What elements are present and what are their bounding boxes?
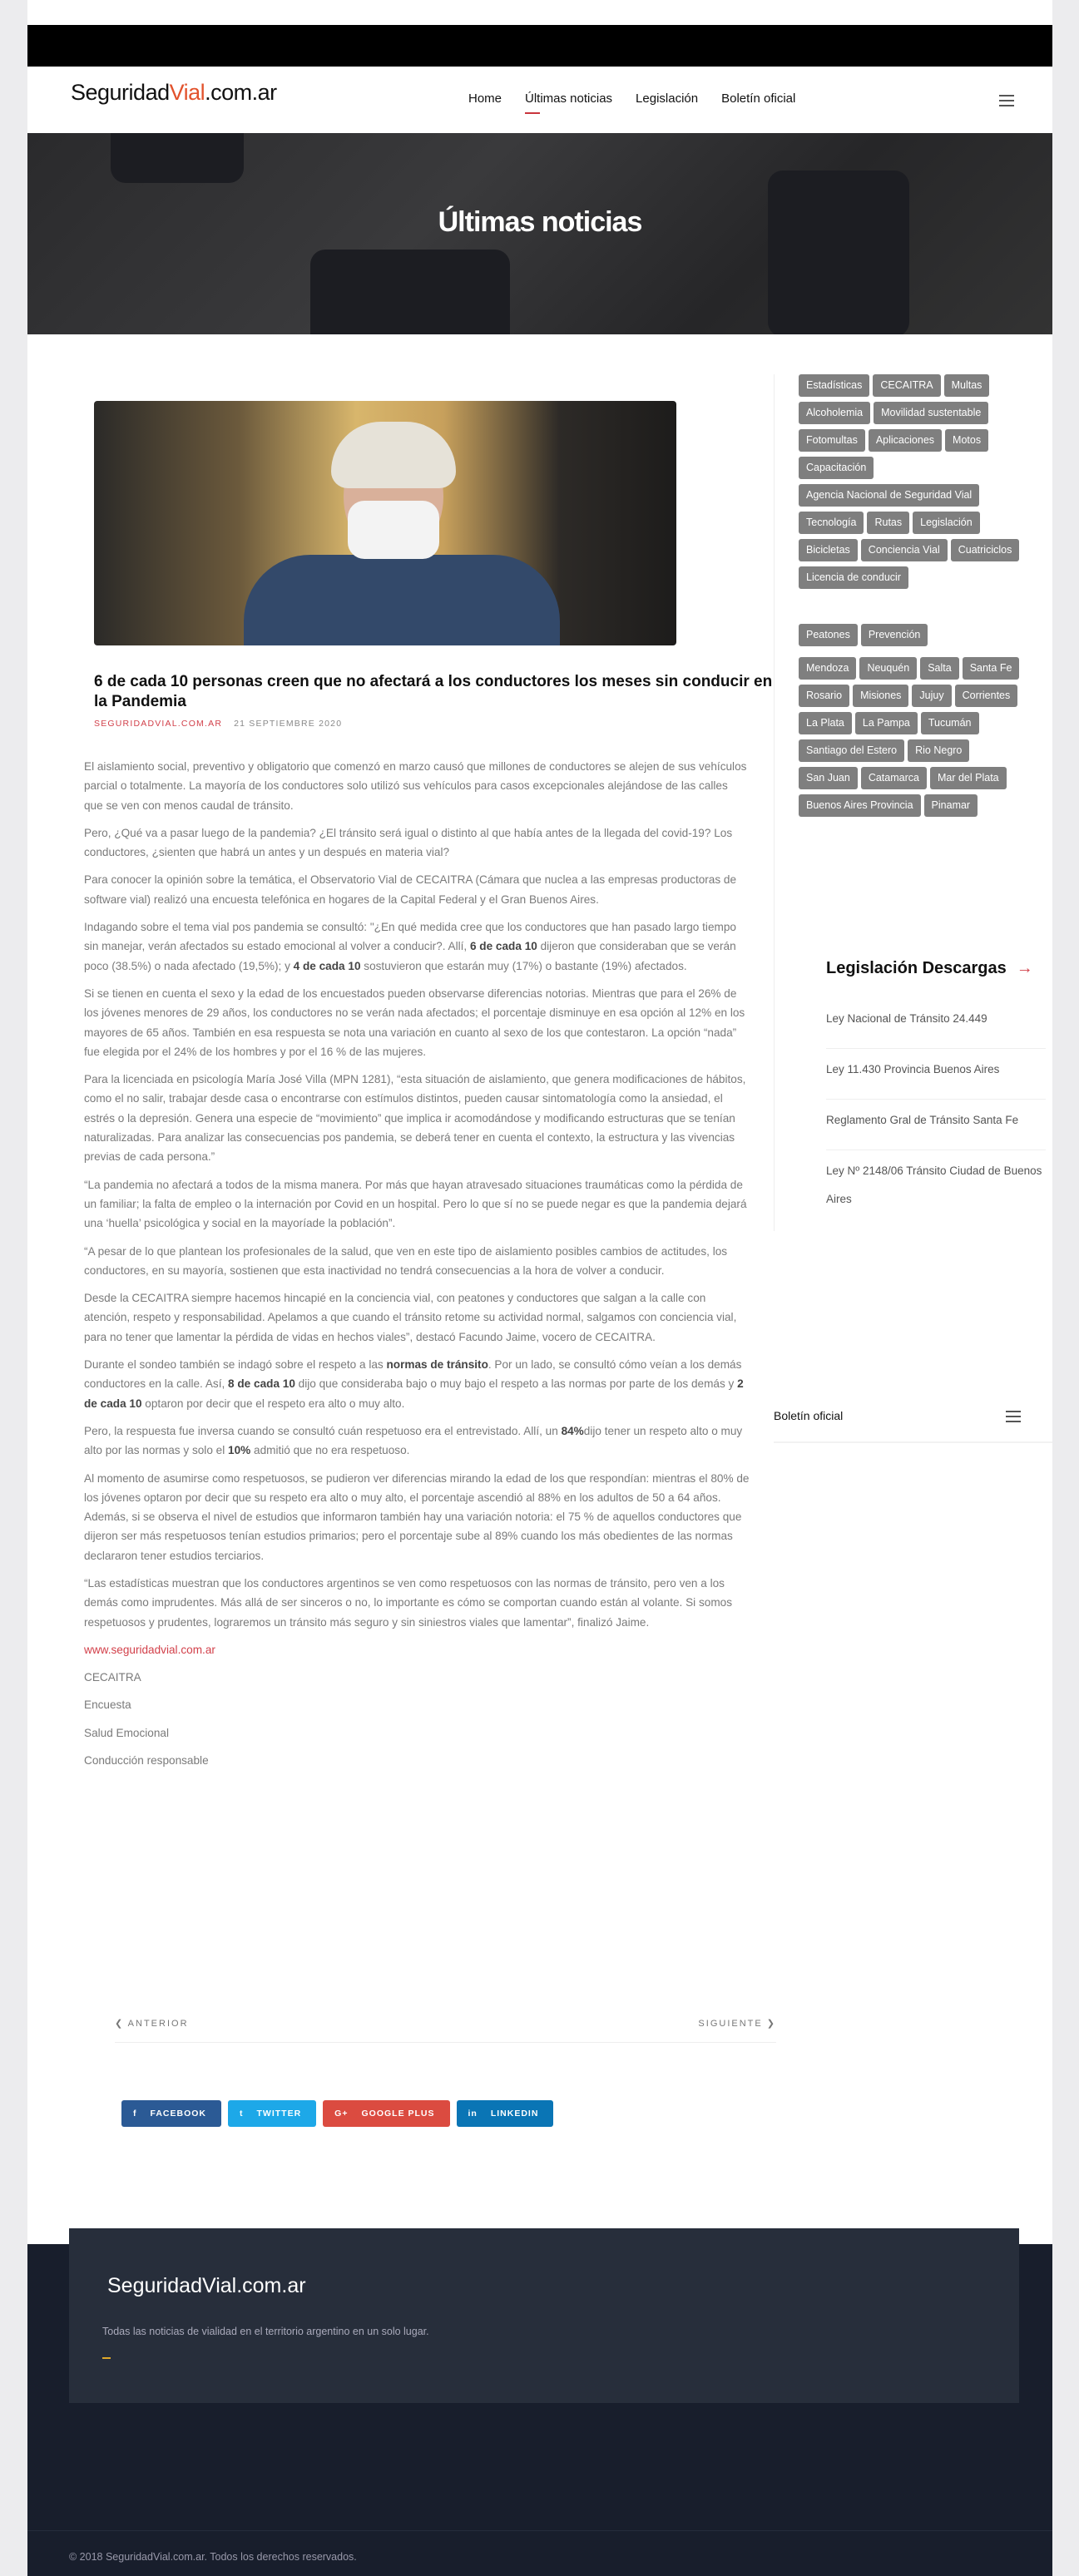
paragraph: “Las estadísticas muestran que los conductores argentinos se ven como respetuosos con las normas de tránsito, pero ven a los demás como imprudentes. Más allá de ser sinceros o no, lo importante es cómo se comportan cuando están al volante. Si somos respetuosos y prudentes, lograremos un tránsito más seguro y sin siniestros viales que lamentar”, finalizó Jaime. [84,1576,733,1629]
tag-pill[interactable]: CECAITRA [873,374,940,397]
topic-tag-cloud [799,374,1023,589]
menu-icon[interactable] [999,95,1014,106]
next-post-link[interactable]: SIGUIENTE ❯ [698,2019,776,2029]
paragraph: Si se tienen en cuenta el sexo y la edad de los encuestados pueden observarse diferencias notorias. Mientras que para el 26% de los jóvenes menores de 29 años, los conductores no se verán nada afectados; el porcentaje disminuye en esa opción al 12% en los mayores de 65 años. También en esa respuesta se nota una variación en cuanto al sexo de los que contestaron. La opción “nada” fue elegida por el 24% de los hombres y por el 16 % de las mujeres. [84,986,745,1058]
tag-pill[interactable]: Licencia de conducir [799,566,908,589]
legislacion-item[interactable]: Reglamento Gral de Tránsito Santa Fe [826,1100,1046,1150]
previous-post-link[interactable]: ❮ ANTERIOR [115,2019,189,2029]
tag-pill[interactable]: Legislación [913,512,980,534]
tag-pill[interactable]: Rutas [867,512,909,534]
site-footer [27,2244,1052,2576]
hero-car-shape [768,171,909,334]
logo-text: Seguridad [71,80,170,105]
logo-tail: .com.ar [205,80,277,105]
chevron-left-icon: ❮ [115,2019,128,2029]
tag-pill[interactable]: Buenos Aires Provincia [799,794,921,817]
article-body [84,757,750,1778]
share-label: LINKEDIN [490,2109,539,2119]
site-logo[interactable] [71,80,277,106]
nav-boletin-oficial[interactable]: Boletín oficial [721,91,796,106]
article-tag[interactable]: Encuesta [84,1698,131,1712]
paragraph: Para la licenciada en psicología María José Villa (MPN 1281), “esta situación de aislamiento, que genera modificaciones de hábitos, como el no salir, trabajar desde casa o encontrarse con estímulos distintos, pueden causar sintomatología como la ansiedad, el estrés o la depresión. Genera una especie de “movimiento” que implica ir acomodándose y modificando estructuras que se tenían naturalizadas. Para analizar las consecuencias pos pandemia, se deberá tener en cuenta el contexto, la estructura y las vivencias previas de cada persona.” [84,1073,746,1164]
paragraph: Al momento de asumirse como respetuosos, se pudieron ver diferencias mirando la edad de los que respondían: mientras el 80% de los jóvenes optaron por decir que su respeto era alto o muy alto, el porcentaje ascendió al 88% en los adultos de 50 a 64 años. Además, si se observa el nivel de estudios que informaron también hay una variación notoria: el 75 % de aquellos conductores que dijeron ser más respetuosos tenían estudios primarios; pero el porcentaje sube al 89% cuando los más obedientes de las normas declararon tener estudios terciarios. [84,1471,750,1562]
page-container [27,0,1052,2244]
tag-pill[interactable]: Mar del Plata [930,767,1007,789]
tag-pill[interactable]: Conciencia Vial [861,539,948,561]
hero-car-shape [111,133,244,183]
topic-tag-cloud-clipped [799,624,1023,649]
google-plus-icon: G+ [334,2109,349,2119]
share-label: FACEBOOK [150,2109,207,2119]
hero-title: Últimas noticias [438,206,642,238]
nav-legislacion[interactable]: Legislación [636,91,699,106]
tag-pill[interactable]: Catamarca [861,767,927,789]
linkedin-icon: in [468,2109,478,2119]
tag-pill[interactable]: Jujuy [912,685,951,707]
site-header [27,67,1052,133]
tag-pill[interactable]: San Juan [799,767,858,789]
tag-pill[interactable]: Tucumán [921,712,979,734]
share-buttons [121,2100,553,2127]
paragraph: “La pandemia no afectará a todos de la misma manera. Por más que hayan atravesado situaciones traumáticas como la pérdida de un familiar; la falta de empleo o la internación por Covid en un hospital. Pero lo que sí no se puede negar es que la pandemia dejará una ‘huella’ psicológica y social en la mayoríade la población”. [84,1178,747,1230]
paragraph: Para conocer la opinión sobre la temática, el Observatorio Vial de CECAITRA (Cámara que nuclea a las empresas productoras de software vial) realizó una encuesta telefónica en hogares de la Capital Federal y el Gran Buenos Aires. [84,873,737,906]
post-navigation [115,2013,776,2043]
chevron-right-icon: ❯ [762,2019,776,2029]
sidebar-divider [774,374,775,1231]
tag-pill[interactable]: Prevención [861,624,928,646]
legislacion-list [826,998,1046,1229]
article-title: 6 de cada 10 personas creen que no afectará a los conductores los meses sin conducir en la Pandemia [94,673,773,710]
region-tag-cloud [799,657,1023,817]
tag-pill[interactable]: Neuquén [859,657,917,680]
main-nav [468,91,795,114]
article-image [94,401,676,645]
tag-pill[interactable]: Tecnología [799,512,864,534]
article-meta [94,719,342,729]
legislacion-heading[interactable]: Legislación Descargas → [826,959,1033,977]
tag-pill[interactable]: Mendoza [799,657,856,680]
article-tag[interactable]: Conducción responsable [84,1754,209,1768]
tag-pill[interactable]: Misiones [853,685,908,707]
footer-box [69,2228,1019,2403]
tag-pill[interactable]: Cuatriciclos [951,539,1020,561]
share-linkedin-button[interactable] [457,2100,554,2127]
tag-pill[interactable]: Aplicaciones [869,429,942,452]
facebook-icon: f [133,2109,137,2119]
paragraph: Pero, la respuesta fue inversa cuando se consultó cuán respetuoso era el entrevistado. Allí, un 84%dijo tener un respeto alto o muy alto por las normas y solo el 10% admitió que no era respetuoso. [84,1424,743,1457]
footer-logo[interactable]: SeguridadVial.com.ar [107,2274,306,2297]
tag-pill[interactable]: Corrientes [955,685,1018,707]
tag-pill[interactable]: Motos [945,429,988,452]
source-link[interactable]: www.seguridadvial.com.ar [84,1643,215,1656]
legislacion-item[interactable]: Ley Nacional de Tránsito 24.449 [826,998,1046,1049]
twitter-icon: t [240,2109,244,2119]
tag-pill[interactable]: Peatones [799,624,858,646]
article-tag[interactable]: CECAITRA [84,1671,141,1684]
share-twitter-button[interactable] [228,2100,316,2127]
nav-boletin-oficial[interactable]: Boletín oficial [774,1409,844,1422]
tag-pill[interactable]: Alcoholemia [799,402,870,424]
tag-pill[interactable]: Pinamar [924,794,978,817]
paragraph: El aislamiento social, preventivo y obligatorio que comenzó en marzo causó que millones de conductores se alejen de sus vehículos parcial o totalmente. La mayoría de los conductores solo utilizó sus vehículos para casos excepcionales alejándose de las calles que se ven con menos caudal de tránsito. [84,760,747,812]
tag-pill[interactable]: La Plata [799,712,852,734]
tag-pill[interactable]: Movilidad sustentable [874,402,988,424]
tag-pill[interactable]: Rio Negro [908,739,969,762]
tag-pill[interactable]: Salta [920,657,959,680]
footer-tagline: Todas las noticias de vialidad en el territorio argentino en un solo lugar. [102,2326,429,2337]
footer-divider [27,2530,1052,2531]
paragraph: “A pesar de lo que plantean los profesionales de la salud, que ven en este tipo de aislamiento posibles cambios de actitudes, los conductores, en su mayoría, sostienen que esta inactividad no tendrá consecuencias a la hora de volver a conducir. [84,1244,728,1277]
logo-accent: Vial [169,80,205,105]
share-facebook-button[interactable] [121,2100,221,2127]
tag-pill[interactable]: Multas [944,374,990,397]
paragraph: Indagando sobre el tema vial pos pandemia se consultó: "¿En qué medida cree que los conductores que han pasado largo tiempo sin manejar, verán afectados su estado emocional al volver a conducir?. Allí, 6 de cada 10 dijeron que consideraban que se verán poco (38.5%) o nada afectado (19,5%); y 4 de cada 10 sostuvieron que estarán muy (17%) o bastante (19%) afectados. [84,921,736,972]
tag-pill[interactable]: Bicicletas [799,539,858,561]
tag-pill[interactable]: Agencia Nacional de Seguridad Vial [799,484,979,507]
tag-pill[interactable]: La Pampa [855,712,918,734]
paragraph: Desde la CECAITRA siempre hacemos hincapié en la conciencia vial, con peatones y conductores que salgan a la calle con atención, respeto y responsabilidad. Apelamos a que cuando el tránsito retome su actividad normal, salgamos con conciencia vial, para no tener que lamentar la pérdida de vidas en hechos viales”, destacó Facundo Jaime, vocero de CECAITRA. [84,1292,737,1343]
tag-pill[interactable]: Estadísticas [799,374,869,397]
share-label: TWITTER [256,2109,302,2119]
article-source[interactable]: SEGURIDADVIAL.COM.AR [94,719,223,729]
nav-home[interactable]: Home [468,91,502,106]
legislacion-item[interactable]: Ley Nº 2148/06 Tránsito Ciudad de Buenos Aires [826,1164,1042,1205]
menu-icon[interactable] [1006,1411,1021,1422]
share-google-plus-button[interactable] [323,2100,449,2127]
sticky-nav-fragment [774,1397,1052,1443]
paragraph: Durante el sondeo también se indagó sobre el respeto a las normas de tránsito. Por un lado, se consultó cómo veían a los demás conductores en la calle. Así, 8 de cada 10 dijo que consideraba bajo o muy bajo el respeto a las normas por parte de los demás y 2 de cada 10 optaron por decir que el respeto era alto o muy alto. [84,1358,744,1410]
article-tag[interactable]: Salud Emocional [84,1726,170,1739]
arrow-right-icon: → [1016,959,1033,977]
paragraph: Pero, ¿Qué va a pasar luego de la pandemia? ¿El tránsito será igual o distinto al que había antes de la llegada del covid-19? Los conductores, ¿sienten que habrá un antes y un después en materia vial? [84,826,733,859]
tag-pill[interactable]: Fotomultas [799,429,865,452]
top-banner [27,25,1052,67]
footer-accent-line [102,2357,111,2359]
tag-pill[interactable]: Rosario [799,685,849,707]
hero-car-shape [310,250,510,334]
copyright: © 2018 SeguridadVial.com.ar. Todos los derechos reservados. [69,2551,357,2563]
hero-banner [27,133,1052,334]
article-date: 21 SEPTIEMBRE 2020 [234,719,343,729]
tag-pill[interactable]: Capacitación [799,457,874,479]
legislacion-item[interactable]: Ley 11.430 Provincia Buenos Aires [826,1049,1046,1100]
share-label: GOOGLE PLUS [361,2109,435,2119]
tag-pill[interactable]: Santa Fe [963,657,1020,680]
tag-pill[interactable]: Santiago del Estero [799,739,904,762]
nav-ultimas-noticias[interactable]: Últimas noticias [525,91,612,114]
